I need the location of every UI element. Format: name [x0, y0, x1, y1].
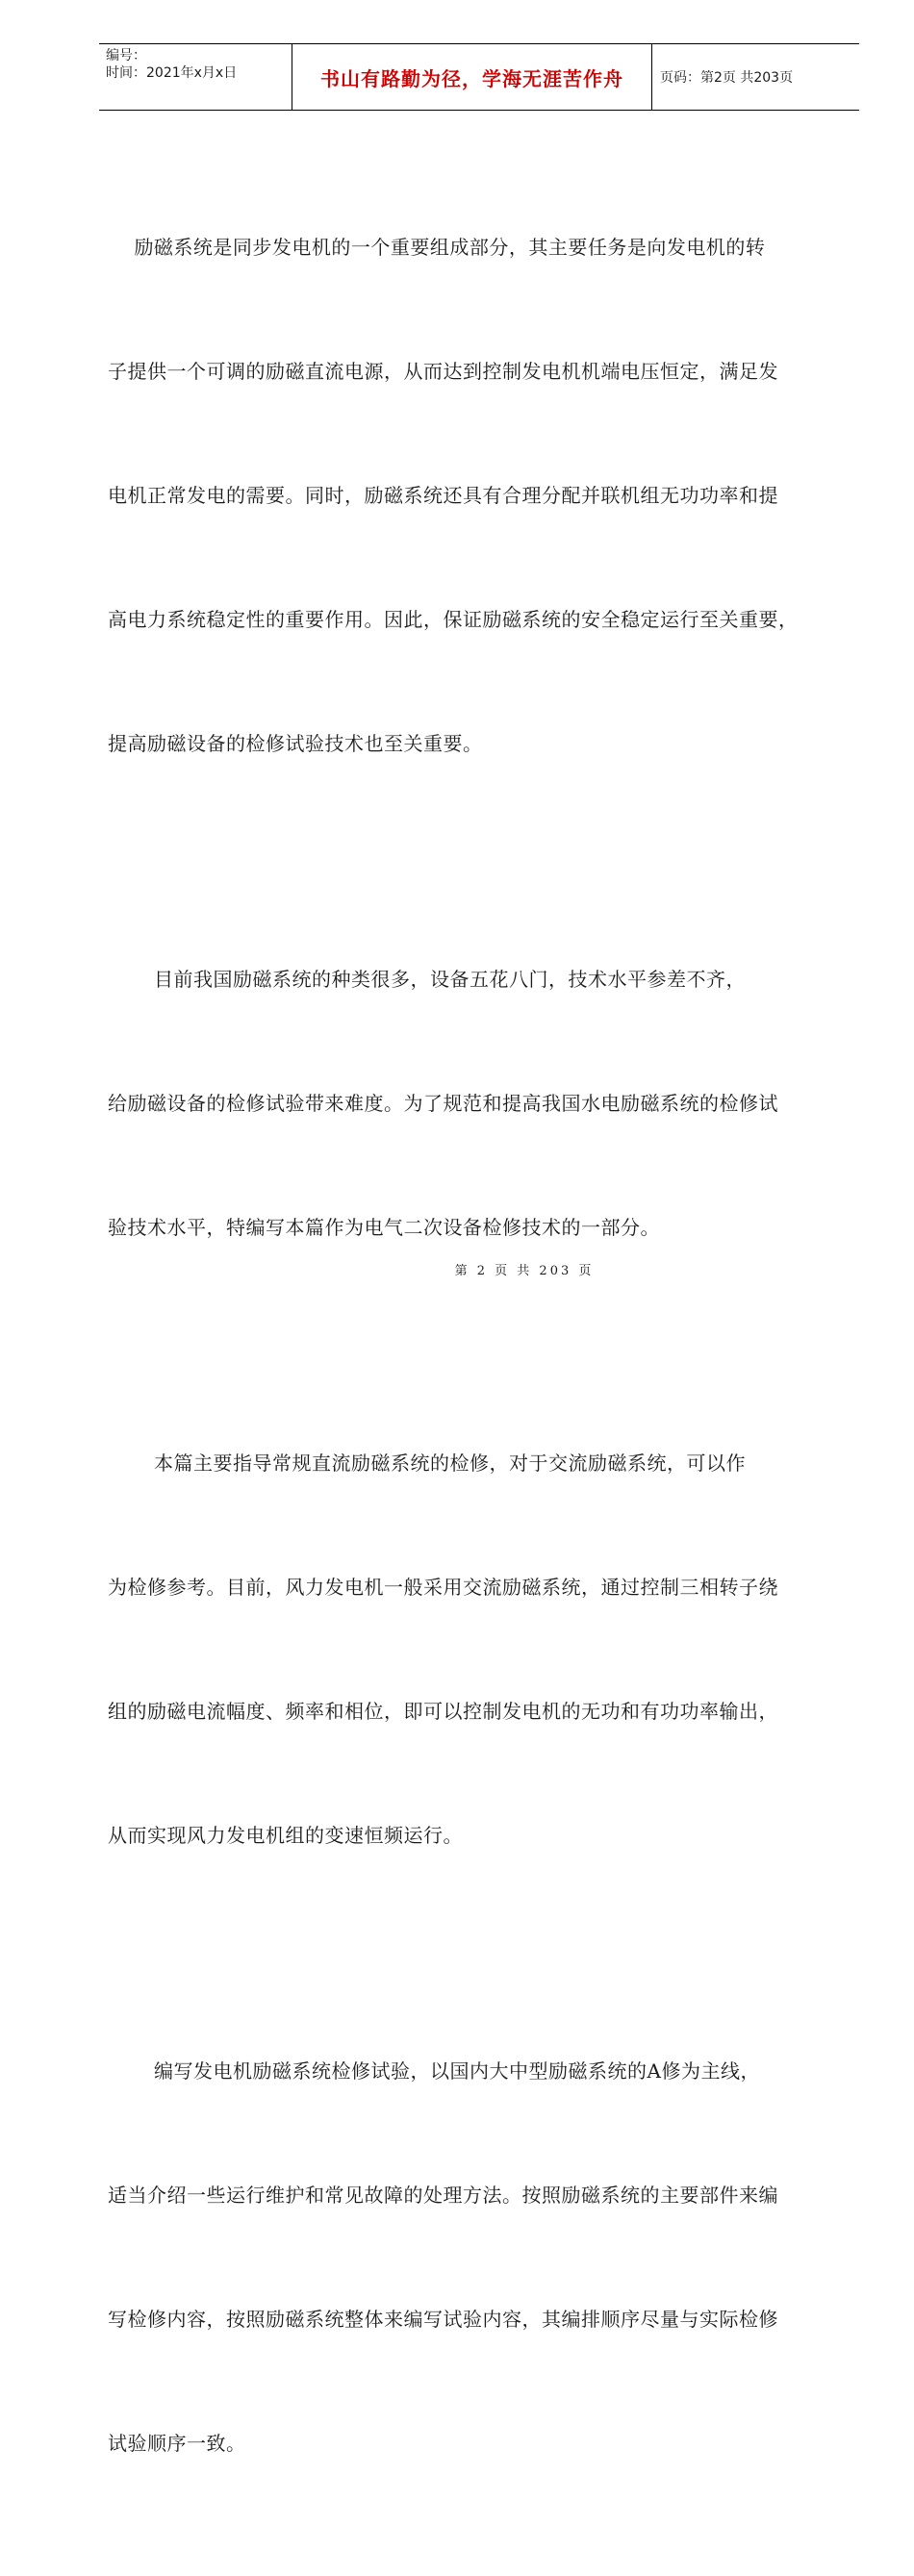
page-header	[99, 43, 859, 111]
paragraph-4	[108, 1968, 847, 2547]
paragraph-1	[108, 144, 847, 847]
text-line: 给励磁设备的检修试验带来难度。为了规范和提高我国水电励磁系统的检修试	[108, 1092, 778, 1115]
text-line: 适当介绍一些运行维护和常见故障的处理方法。按照励磁系统的主要部件来编	[108, 2184, 778, 2207]
document-number-label: 编号：	[106, 48, 146, 63]
text-line: 为检修参考。目前，风力发电机一般采用交流励磁系统，通过控制三相转子绕	[108, 1576, 778, 1599]
text-line: 励磁系统是同步发电机的一个重要组成部分，其主要任务是向发电机的转	[108, 236, 766, 259]
document-body	[108, 144, 847, 2576]
text-line: 本篇主要指导常规直流励磁系统的检修，对于交流励磁系统，可以作	[108, 1452, 747, 1475]
document-date: 时间：2021年x月x日	[106, 65, 238, 81]
text-line: 电机正常发电的需要。同时，励磁系统还具有合理分配并联机组无功功率和提	[108, 484, 778, 507]
text-line: 高电力系统稳定性的重要作用。因此，保证励磁系统的安全稳定运行至关重要，	[108, 608, 799, 631]
text-line: 组的励磁电流幅度、频率和相位，即可以控制发电机的无功和有功功率输出，	[108, 1700, 778, 1723]
text-line: 验技术水平，特编写本篇作为电气二次设备检修技术的一部分。	[108, 1216, 660, 1239]
text-line: 编写发电机励磁系统检修试验，以国内大中型励磁系统的A修为主线，	[108, 2059, 760, 2083]
paragraph-3	[108, 1360, 847, 1939]
page-footer: 第 2 页 共 203 页	[454, 1264, 595, 1278]
header-motto: 书山有路勤为径，学海无涯苦作舟	[320, 66, 623, 90]
header-page-info: 页码：第2页 共203页	[660, 70, 794, 86]
text-line: 写检修内容，按照励磁系统整体来编写试验内容，其编排顺序尽量与实际检修	[108, 2308, 778, 2331]
text-line: 目前我国励磁系统的种类很多，设备五花八门，技术水平参差不齐，	[108, 968, 747, 991]
text-line: 试验顺序一致。	[108, 2432, 246, 2455]
header-meta	[99, 44, 292, 110]
text-line: 提高励磁设备的检修试验技术也至关重要。	[108, 732, 483, 755]
header-motto-cell	[292, 44, 652, 110]
text-line: 从而实现风力发电机组的变速恒频运行。	[108, 1824, 463, 1847]
text-line: 子提供一个可调的励磁直流电源，从而达到控制发电机机端电压恒定，满足发	[108, 360, 778, 383]
